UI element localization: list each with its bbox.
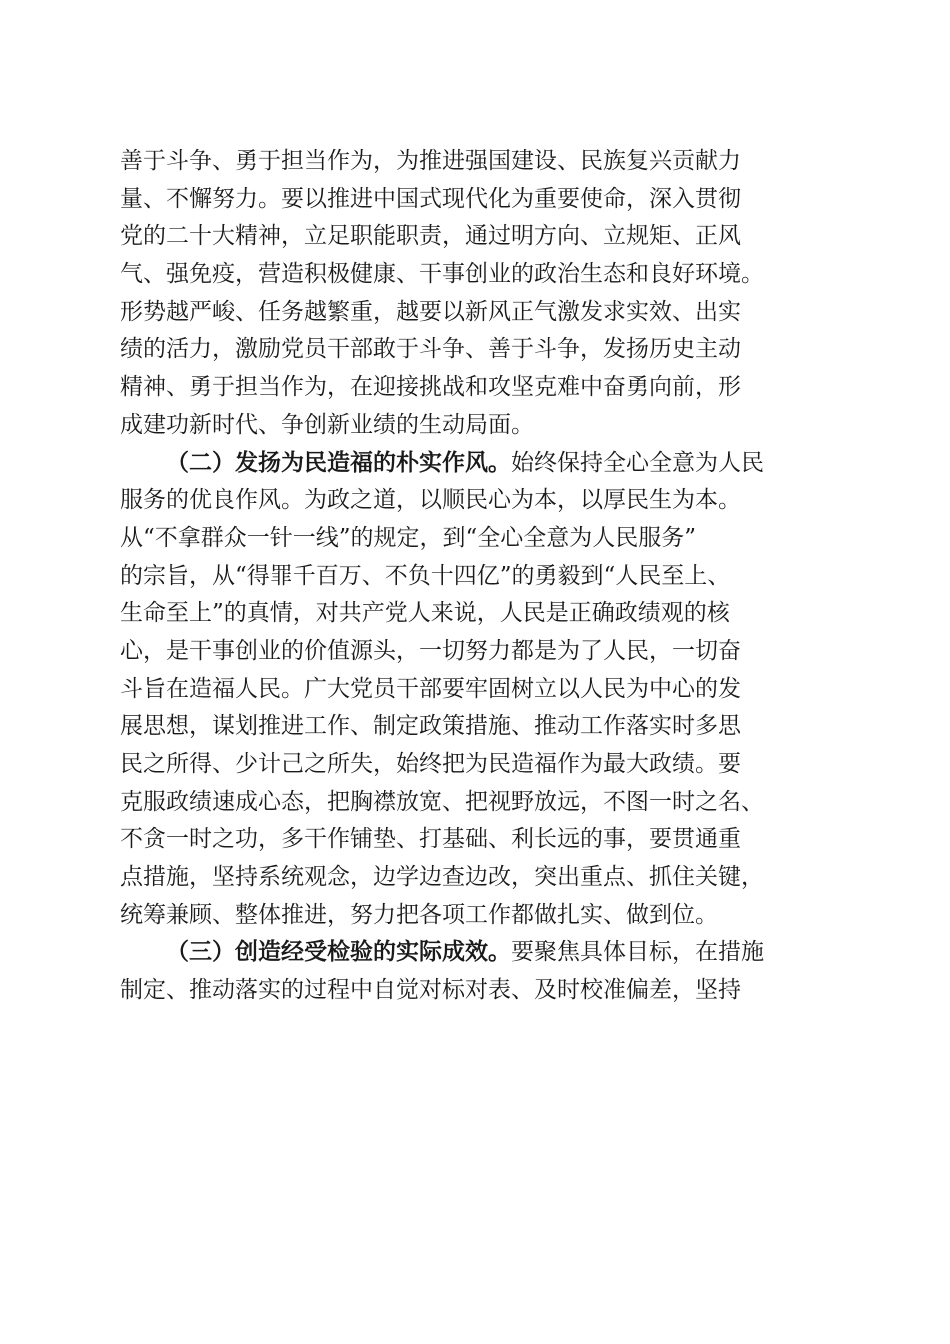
paragraph-2 <box>120 445 840 935</box>
text-line: 民之所得、少计己之所失，始终把为民造福作为最大政绩。要 <box>120 751 741 777</box>
paragraph-1 <box>120 143 840 445</box>
text-line: 生命至上”的真情，对共产党人来说，人民是正确政绩观的核 <box>120 600 730 627</box>
document-body <box>120 143 840 1010</box>
text-line: 的宗旨，从“得罪千百万、不负十四亿”的勇毅到“人民至上、 <box>120 562 731 589</box>
text-line: 服务的优良作风。为政之道，以顺民心为本，以厚民生为本。 <box>120 487 741 514</box>
section-heading-2: （二）发扬为民造福的朴实作风。 <box>166 449 511 476</box>
text-line: 展思想，谋划推进工作、制定政策措施、推动工作落实时多思 <box>120 713 741 740</box>
paragraph-first-line <box>120 445 840 483</box>
text-line: 绩的活力，激励党员干部敢于斗争、善于斗争，发扬历史主动 <box>120 336 741 363</box>
text-span: 要聚焦具体目标，在措施 <box>511 939 764 966</box>
text-line: 形势越严峻、任务越繁重，越要以新风正气激发求实效、出实 <box>120 298 741 325</box>
section-heading-3: （三）创造经受检验的实际成效。 <box>166 939 511 966</box>
text-line: 斗旨在造福人民。广大党员干部要牢固树立以人民为中心的发 <box>120 675 741 702</box>
text-line: 善于斗争、勇于担当作为，为推进强国建设、民族复兴贡献力 <box>120 148 741 174</box>
text-line: 克服政绩速成心态，把胸襟放宽、把视野放远，不图一时之名、 <box>120 788 764 815</box>
text-line: 从“不拿群众一针一线”的规定，到“全心全意为人民服务” <box>120 524 697 551</box>
text-line: 精神、勇于担当作为，在迎接挑战和攻坚克难中奋勇向前，形 <box>120 374 741 401</box>
text-line: 点措施，坚持系统观念，边学边查边改，突出重点、抓住关键， <box>120 864 764 891</box>
text-line: 心，是干事创业的价值源头，一切努力都是为了人民，一切奋 <box>120 637 741 664</box>
paragraph-first-line <box>120 934 840 972</box>
text-line: 量、不懈努力。要以推进中国式现代化为重要使命，深入贯彻 <box>120 185 741 212</box>
text-line: 制定、推动落实的过程中自觉对标对表、及时校准偏差，坚持 <box>120 977 741 1004</box>
text-line: 统筹兼顾、整体推进，努力把各项工作都做扎实、做到位。 <box>120 901 718 928</box>
paragraph-3 <box>120 934 840 1009</box>
text-line: 成建功新时代、争创新业绩的生动局面。 <box>120 411 534 438</box>
text-line: 党的二十大精神，立足职能职责，通过明方向、立规矩、正风 <box>120 223 741 250</box>
text-line: 不贪一时之功，多干作铺垫、打基础、利长远的事，要贯通重 <box>120 826 741 853</box>
text-line: 气、强免疫，营造积极健康、干事创业的政治生态和良好环境。 <box>120 261 764 288</box>
text-span: 始终保持全心全意为人民 <box>511 449 764 476</box>
